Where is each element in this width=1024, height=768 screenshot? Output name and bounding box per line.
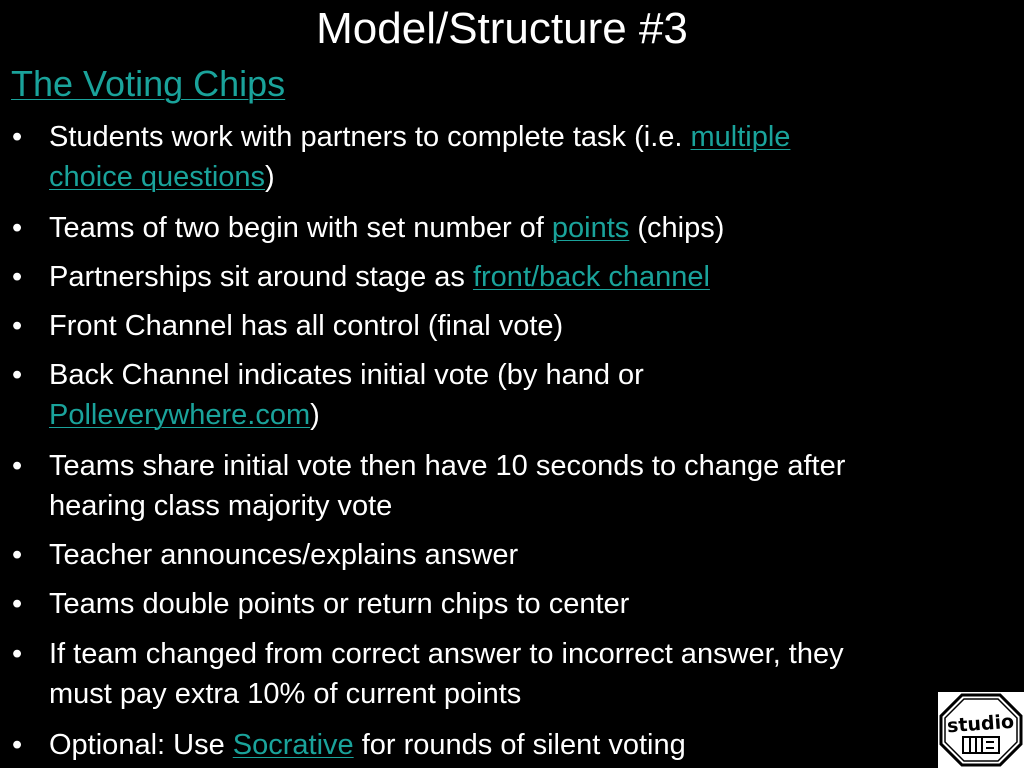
bullet-text-part: for rounds of silent voting xyxy=(353,729,686,761)
slide-title: Model/Structure #3 xyxy=(316,4,688,53)
bullet-text-part: If team changed from correct answer to incorrect answer, they xyxy=(49,638,844,670)
bullet-text-part: ) xyxy=(265,161,275,193)
studio-logo-icon xyxy=(938,692,1024,768)
bullet-text xyxy=(49,208,999,248)
multiple-choice-link[interactable]: multiple xyxy=(690,121,791,153)
bullet-text xyxy=(49,257,999,297)
bullet-text-part: Back Channel indicates initial vote (by hand or xyxy=(49,359,644,391)
socrative-link[interactable]: Socrative xyxy=(232,729,354,761)
bullet-dot: • xyxy=(12,310,23,342)
subtitle-link-text[interactable]: The Voting Chips xyxy=(11,63,286,104)
logo-wordmark: studio xyxy=(946,710,1015,738)
bullet-text-part: Optional: Use xyxy=(49,729,233,761)
bullet-dot: • xyxy=(12,212,23,244)
bullet-text xyxy=(49,117,999,197)
front-back-channel-link[interactable]: front/back channel xyxy=(472,261,710,293)
bullet-dot: • xyxy=(12,450,23,482)
bullet-text xyxy=(49,725,999,765)
studio-logo xyxy=(938,692,1024,768)
bullet-text-part: (chips) xyxy=(629,212,725,244)
bullet-text: Teams double points or return chips to center xyxy=(49,588,630,620)
bullet-text-part: Teams share initial vote then have 10 seconds to change after xyxy=(49,450,846,482)
bullet-dot: • xyxy=(12,539,23,571)
bullet-text: Teacher announces/explains answer xyxy=(49,539,519,571)
bullet-text xyxy=(49,634,999,714)
bullet-dot: • xyxy=(12,638,23,670)
bullet-dot: • xyxy=(12,261,23,293)
bullet-text-part: Partnerships sit around stage as xyxy=(49,261,473,293)
bullet-text-part: ) xyxy=(310,399,320,431)
bullet-text xyxy=(49,355,999,435)
bullet-dot: • xyxy=(12,588,23,620)
bullet-text-part: Teams of two begin with set number of xyxy=(49,212,552,244)
bullet-dot: • xyxy=(12,729,23,761)
bullet-dot: • xyxy=(12,121,23,153)
bullet-text: Front Channel has all control (final vote) xyxy=(49,310,564,342)
multiple-choice-link-continued[interactable]: choice questions xyxy=(49,161,266,193)
bullet-dot: • xyxy=(12,359,23,391)
points-link[interactable]: points xyxy=(551,212,630,244)
bullet-text-part: Students work with partners to complete task (i.e. xyxy=(49,121,691,153)
bullet-text-part: must pay extra 10% of current points xyxy=(49,678,522,710)
bullet-text-part: hearing class majority vote xyxy=(49,490,393,522)
slide-subtitle-link[interactable] xyxy=(11,62,285,106)
bullet-text xyxy=(49,446,999,526)
polleverywhere-link[interactable]: Polleverywhere.com xyxy=(49,399,311,431)
